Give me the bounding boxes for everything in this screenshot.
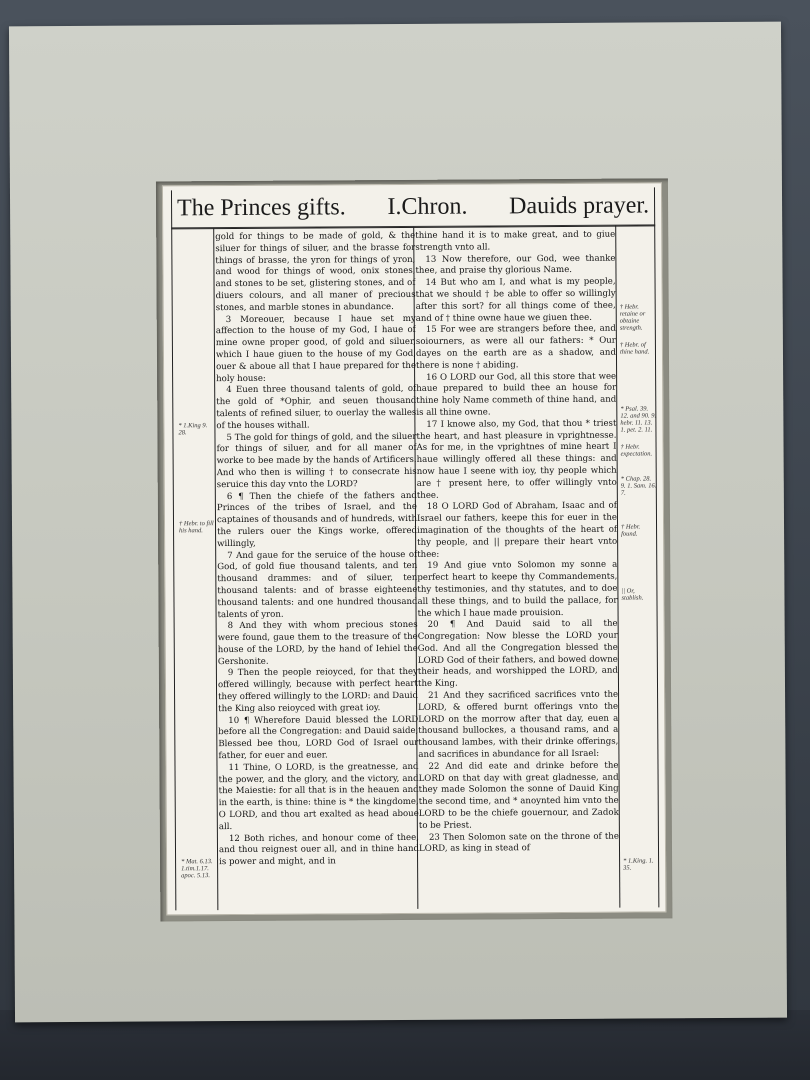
verse-text: 23 Then Solomon sate on the throne of the LORD, as king in stead of — [418, 831, 619, 855]
margin-note: † Hebr. of thine hand. — [619, 341, 650, 356]
verse-text: 19 And giue vnto Solomon my sonne a perfect heart to keepe thy Commandements, thy testimonies, and thy statutes, and to doe all these things, and to build the pallace, for the which I haue made prouision. — [417, 559, 618, 619]
verse-text: 20 ¶ And Dauid said to all the Congregation: Now blesse the LORD your God. And all the Congregation blessed the LORD God of their fathers, and bowed downe their heads, and worshipped the LORD, and the King. — [417, 618, 618, 690]
margin-note: * 1.King. 1. 35. — [623, 857, 654, 872]
verse-text: 7 And gaue for the seruice of the house of God, of gold fiue thousand talents, and ten thousand drammes: and of siluer, ten thousand talents: and of brasse eighteene thousand talents: and one hundred thousand talents of yron. — [217, 549, 418, 620]
right-margin-notes — [617, 229, 659, 905]
left-margin-notes — [175, 232, 217, 908]
header-book-name: I.Chron. — [387, 193, 468, 221]
header-left-title: The Princes gifts. — [177, 194, 346, 222]
margin-note: † Hebr. found. — [621, 523, 641, 538]
margin-note: * 1.King 9. 28. — [178, 422, 208, 437]
margin-note: || Or, stablish. — [621, 587, 644, 602]
verse-text: thine hand it is to make great, and to giue strength vnto all. — [415, 229, 616, 253]
verse-text: 13 Now therefore, our God, wee thanke thee, and praise thy glorious Name. — [415, 253, 616, 277]
margin-note: † Hebr. expectation. — [620, 443, 653, 458]
verse-text: 11 Thine, O LORD, is the greatnesse, and the power, and the glory, and the victory, and the Maiestie: for all that is in the heauen and in the earth, is thine: thine is * the kingdome, O LORD, and thou art exalted as head aboue all. — [218, 761, 419, 832]
bible-leaf — [162, 182, 666, 915]
text-column-left — [215, 231, 419, 908]
margin-note: * Chap. 28. 9. 1. Sam. 16. 7. — [620, 475, 657, 497]
verse-text: 16 O LORD our God, all this store that wee haue prepared to build thee an house for thine holy Name commeth of thine hand, and is all thine owne. — [416, 371, 617, 418]
verse-text: 17 I knowe also, my God, that thou * triest the heart, and hast pleasure in vprightnesse. As for me, in the vprightnes of mine heart I haue willingly offered all these things: and now haue I seene with ioy, thy people which are † present here, to offer willingly vnto thee. — [416, 418, 617, 501]
verse-text: gold for things to be made of gold, & the siluer for things of siluer, and the brasse for things of brasse, the yron for things of yron, and wood for things of wood, onix stones, and stones to be set, glistering stones, and of diuers colours, and all maner of precious stones, and marble stones in abundance. — [215, 230, 416, 313]
running-header — [171, 187, 655, 228]
mat-board — [9, 22, 787, 1023]
verse-text: 10 ¶ Wherefore Dauid blessed the LORD before all the Congregation: and Dauid saide, Blessed bee thou, LORD God of Israel our father, for euer and euer. — [218, 714, 419, 762]
margin-note: * Mat. 6.13. 1.tim.1.17. apoc. 5.13. — [181, 858, 213, 880]
margin-note: * Psal. 39. 12. and 90. 9. hebr. 11. 13. 1. pet. 2. 11. — [620, 405, 657, 434]
verse-text: 15 For wee are strangers before thee, and soiourners, as were all our fathers: * Our dayes on the earth are as a shadow, and there is none † abiding. — [415, 324, 616, 371]
header-right-title: Dauids prayer. — [509, 192, 650, 220]
verse-text: 14 But who am I, and what is my people, that we should † be able to offer so willingly after this sort? for all things come of thee, and of † thine owne haue we giuen thee. — [415, 276, 616, 324]
verse-text: 5 The gold for things of gold, and the siluer for things of siluer, and for all maner of worke to bee made by the hands of Artificers. And who then is willing † to consecrate his seruice this day vnto the LORD? — [216, 431, 417, 490]
verse-text: 21 And they sacrificed sacrifices vnto the LORD, & offered burnt offerings vnto the LORD on the morrow after that day, euen a thousand bullockes, a thousand rams, and a thousand lambes, with their drinke offerings, and sacrifices in abundance for all Israel: — [418, 689, 619, 760]
verse-text: 18 O LORD God of Abraham, Isaac and of Israel our fathers, keepe this for euer in the imagination of the thoughts of the heart of thy people, and || prepare their heart vnto thee: — [416, 500, 618, 560]
verse-text: 12 Both riches, and honour come of thee, and thou reignest ouer all, and in thine hand is power and might, and in — [218, 832, 420, 868]
margin-note: † Hebr. retaine or obtaine strength. — [619, 303, 646, 332]
verse-text: 6 ¶ Then the chiefe of the fathers and Princes of the tribes of Israel, and the captaines of thousands and of hundreds, with the rulers ouer the Kings worke, offered willingly, — [216, 490, 418, 549]
margin-note: † Hebr. to fill his hand. — [178, 520, 214, 535]
text-column-right — [415, 230, 619, 907]
verse-text: 4 Euen three thousand talents of gold, of the gold of *Ophir, and seuen thousand talents of refined siluer, to ouerlay the walles of the houses withall. — [216, 384, 417, 431]
verse-text: 9 Then the people reioyced, for that they offered willingly, because with perfect heart they offered willingly to the LORD: and Dauid the King also reioyced with great ioy. — [217, 667, 419, 714]
verse-text: 8 And they with whom precious stones were found, gaue them to the treasure of the house of the LORD, by the hand of Iehiel the Gershonite. — [217, 620, 418, 667]
verse-text: 22 And did eate and drinke before the LORD on that day with great gladnesse, and they made Solomon the sonne of Dauid King the second time, and * anoynted him vnto the LORD to be the chiefe gouernour, and Zadok to be Priest. — [418, 760, 619, 831]
verse-text: 3 Moreouer, because I haue set my affection to the house of my God, I haue of mine owne proper good, of gold and siluer, which I haue giuen to the house of my God, ouer & aboue all that I haue prepared for the holy house: — [215, 313, 417, 384]
